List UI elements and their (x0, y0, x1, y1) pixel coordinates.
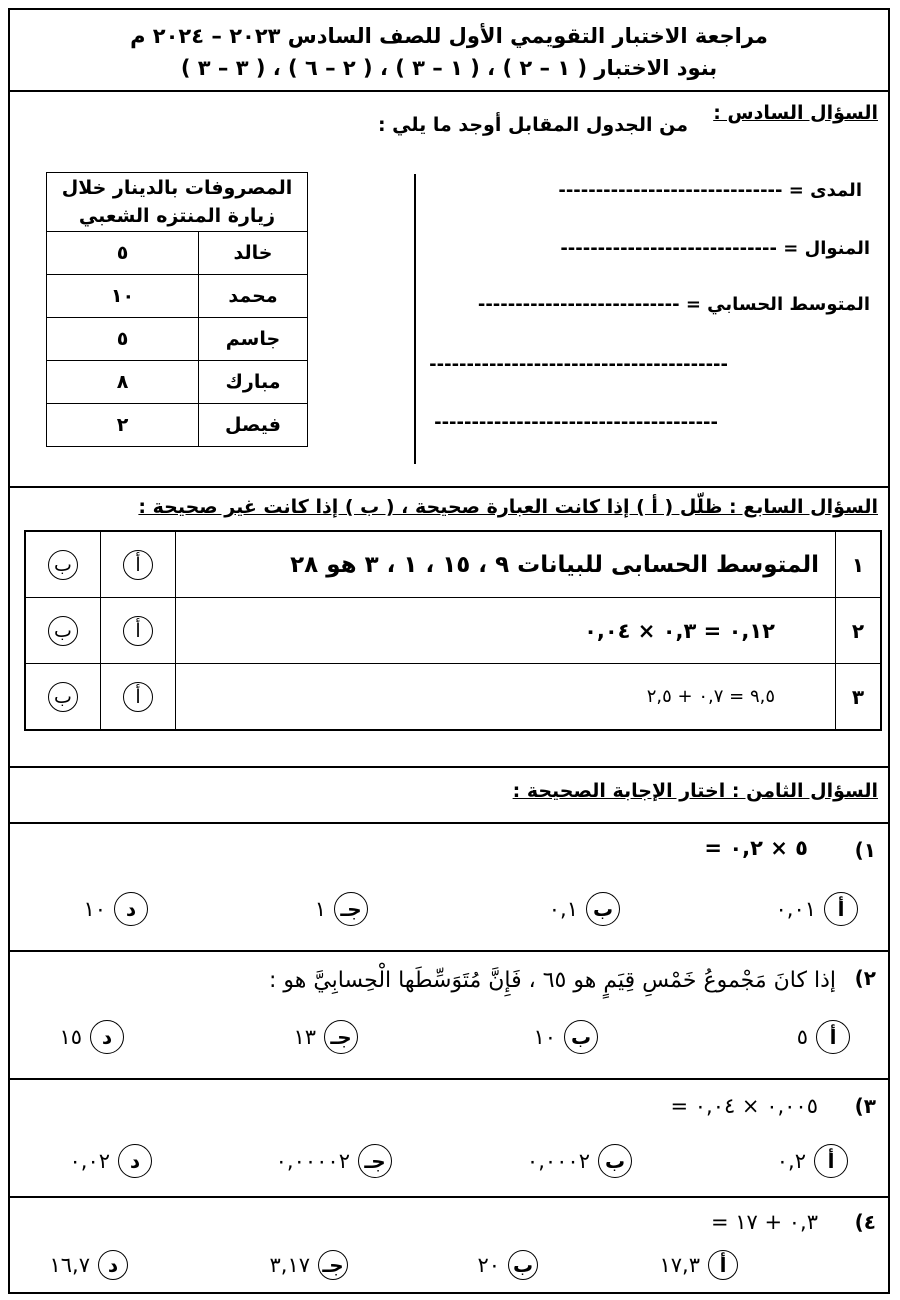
option-letter-circle[interactable]: أ (816, 1020, 850, 1054)
option-value: ٠,١ (548, 897, 578, 921)
option-value: ١٥ (59, 1025, 82, 1049)
divider (10, 90, 888, 92)
table-cell-value: ٢ (47, 404, 199, 447)
table-cell-value: ٥ (47, 232, 199, 275)
q6-title: السؤال السادس : (713, 102, 878, 124)
option-letter-circle[interactable]: جـ (358, 1144, 392, 1178)
option-a-circle[interactable]: أ (123, 682, 153, 712)
option-letter-circle[interactable]: جـ (318, 1250, 348, 1280)
table-cell-name: محمد (199, 275, 308, 318)
mcq-option[interactable] (775, 892, 858, 926)
option-letter-circle[interactable]: د (98, 1250, 128, 1280)
statement-text: المتوسط الحسابى للبيانات ٩ ، ١٥ ، ١ ، ٣ هو ٢٨ (176, 531, 836, 598)
divider (10, 950, 888, 952)
table-cell-name: مبارك (199, 361, 308, 404)
option-letter-circle[interactable]: جـ (324, 1020, 358, 1054)
option-letter-circle[interactable]: أ (824, 892, 858, 926)
option-value: ١٠ (83, 897, 106, 921)
divider (10, 822, 888, 824)
mcq-option[interactable] (549, 892, 620, 926)
option-value: ٠,٢ (776, 1149, 806, 1173)
table-row (47, 404, 308, 447)
option-letter-circle[interactable]: أ (814, 1144, 848, 1178)
mcq-question: = ٠,٠٠٥ × ٠,٠٤ (670, 1094, 818, 1118)
mcq-option[interactable] (527, 1144, 632, 1178)
q7-title: السؤال السابع : ظلّل ( أ ) إذا كانت العبارة صحيحة ، ( ب ) إذا كانت غير صحيحة : (138, 496, 878, 518)
divider (10, 1078, 888, 1080)
option-value: ١٧,٣ (659, 1253, 700, 1277)
q6-instruction: من الجدول المقابل أوجد ما يلي : (377, 114, 688, 136)
option-value: ١٠ (533, 1025, 556, 1049)
option-letter-circle[interactable]: ب (564, 1020, 598, 1054)
mcq-option[interactable] (659, 1250, 738, 1280)
range-answer-line[interactable]: المدى = ------------------------------ (558, 180, 862, 201)
mcq-number: ١) (854, 838, 876, 862)
option-value: ٠,٠٢ (69, 1149, 110, 1173)
option-value: ١٦,٧ (49, 1253, 90, 1277)
option-letter-circle[interactable]: د (90, 1020, 124, 1054)
table-row (47, 232, 308, 275)
mcq-question: = ٥ × ٠,٢ (704, 836, 808, 860)
option-letter-circle[interactable]: د (114, 892, 148, 926)
table-row (25, 664, 881, 731)
mcq-number: ٣) (854, 1094, 876, 1118)
worksheet (8, 8, 890, 1294)
option-b-circle[interactable]: ب (48, 616, 78, 646)
mcq-option[interactable] (59, 1020, 124, 1054)
option-letter-circle[interactable]: ب (508, 1250, 538, 1280)
q8-title: السؤال الثامن : اختار الإجابة الصحيحة : (512, 780, 878, 802)
work-line-1[interactable]: ---------------------------------------- (429, 354, 728, 375)
table-row (25, 598, 881, 664)
option-value: ٠,٠٠٠٠٢ (275, 1149, 350, 1173)
table-cell-value: ٨ (47, 361, 199, 404)
mcq-option[interactable] (533, 1020, 598, 1054)
separator-line (414, 174, 416, 464)
option-value: ٠,٠٠٠٢ (526, 1149, 590, 1173)
mcq-option[interactable] (269, 1250, 348, 1280)
work-line-2[interactable]: -------------------------------------- (434, 412, 718, 433)
table-cell-value: ١٠ (47, 275, 199, 318)
statement-text: ٠,١٢ = ٠,٣ × ٠,٠٤ (176, 598, 836, 664)
table-row (25, 531, 881, 598)
mcq-option[interactable] (293, 1020, 358, 1054)
mcq-option[interactable] (777, 1144, 848, 1178)
statement-text: ٩,٥ = ٠,٧ + ٢,٥ (176, 664, 836, 731)
table-cell-value: ٥ (47, 318, 199, 361)
option-b-circle[interactable]: ب (48, 682, 78, 712)
table-row (47, 275, 308, 318)
table-row (47, 318, 308, 361)
expenses-table (46, 172, 308, 447)
mcq-option[interactable] (69, 1144, 152, 1178)
option-value: ٠,٠١ (775, 897, 816, 921)
statement-number: ١ (836, 531, 882, 598)
worksheet-items: بنود الاختبار ( ١ – ٢ ) ، ( ١ – ٣ ) ، ( ٢ – ٦ ) ، ( ٣ – ٣ ) (180, 56, 718, 80)
option-letter-circle[interactable]: جـ (334, 892, 368, 926)
expenses-table-header: المصروفات بالدينار خلال زيارة المنتزه الشعبي (47, 173, 308, 232)
mcq-number: ٢) (854, 966, 876, 990)
option-value: ٢٠ (477, 1253, 500, 1277)
mcq-option[interactable] (276, 1144, 392, 1178)
mcq-option[interactable] (315, 892, 368, 926)
worksheet-title: مراجعة الاختبار التقويمي الأول للصف السادس ٢٠٢٣ – ٢٠٢٤ م (130, 24, 768, 48)
table-cell-name: فيصل (199, 404, 308, 447)
mcq-option[interactable] (797, 1020, 850, 1054)
divider (10, 766, 888, 768)
option-a-circle[interactable]: أ (123, 550, 153, 580)
mean-answer-line[interactable]: المتوسط الحسابي = --------------------------- (477, 294, 870, 315)
mcq-question: إذا كانَ مَجْموعُ خَمْسِ قِيَمٍ هو ٦٥ ، فَإِنَّ مُتَوَسِّطَها الْحِسابِيَّ هو : (268, 968, 836, 993)
table-cell-name: جاسم (199, 318, 308, 361)
statement-number: ٣ (836, 664, 882, 731)
mcq-option[interactable] (83, 892, 148, 926)
divider (10, 1196, 888, 1198)
true-false-table (24, 530, 882, 731)
option-value: ٣,١٧ (269, 1253, 310, 1277)
divider (10, 486, 888, 488)
mcq-number: ٤) (854, 1210, 876, 1234)
option-b-circle[interactable]: ب (48, 550, 78, 580)
option-a-circle[interactable]: أ (123, 616, 153, 646)
mcq-option[interactable] (49, 1250, 128, 1280)
option-value: ١٣ (293, 1025, 316, 1049)
table-cell-name: خالد (199, 232, 308, 275)
option-letter-circle[interactable]: ب (598, 1144, 632, 1178)
mcq-question: = ٠,٣ + ١٧ (710, 1210, 818, 1234)
option-letter-circle[interactable]: أ (708, 1250, 738, 1280)
option-value: ٥ (796, 1025, 808, 1049)
statement-number: ٢ (836, 598, 882, 664)
mcq-option[interactable] (477, 1250, 538, 1280)
option-letter-circle[interactable]: د (118, 1144, 152, 1178)
option-value: ١ (314, 897, 326, 921)
table-row (47, 361, 308, 404)
mode-answer-line[interactable]: المنوال = ----------------------------- (560, 238, 870, 259)
option-letter-circle[interactable]: ب (586, 892, 620, 926)
